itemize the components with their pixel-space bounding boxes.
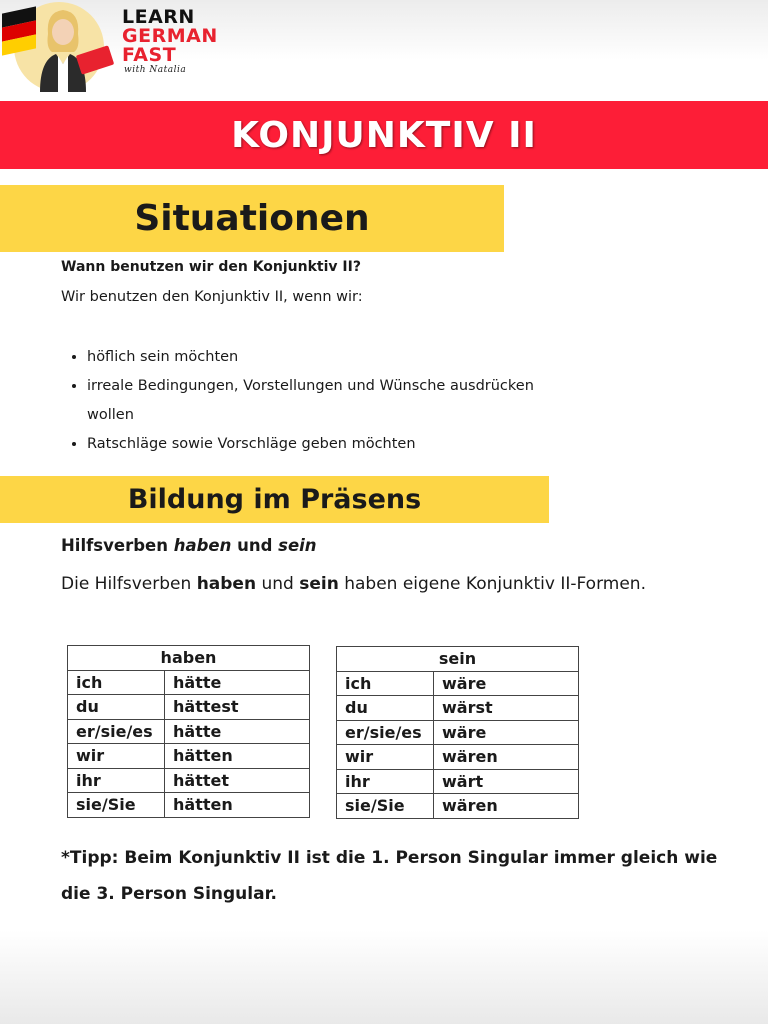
table-row (337, 720, 579, 745)
para-bold-haben: haben (196, 574, 257, 594)
table-row (68, 793, 310, 818)
verb-cell: wären (434, 745, 579, 770)
logo-line-author: with Natalia (124, 65, 187, 75)
table-row (337, 696, 579, 721)
verb-cell: hätte (165, 719, 310, 744)
verb-cell: wäre (434, 671, 579, 696)
verb-cell: wären (434, 794, 579, 819)
usage-intro: Wir benutzen den Konjunktiv II, wenn wir: (61, 289, 363, 305)
table-row (68, 695, 310, 720)
situationen-heading: Situationen (134, 198, 370, 239)
pronoun-cell: ihr (337, 769, 434, 794)
list-item: • irreale Bedingungen, Vorstellungen und Wünsche ausdrücken wollen (87, 372, 547, 430)
verb-cell: hättest (165, 695, 310, 720)
logo-line-german: GERMAN (122, 25, 218, 47)
auxiliary-verbs-paragraph (61, 566, 701, 603)
para-part-2: und (256, 574, 300, 594)
table-header: haben (68, 646, 310, 671)
title-banner (0, 101, 768, 169)
para-part-3: haben eigene Konjunktiv II-Formen. (338, 574, 646, 594)
list-item: • höflich sein möchten (87, 343, 547, 372)
haben-conjugation-table (67, 645, 310, 818)
verb-cell: hätten (165, 744, 310, 769)
subheading-verb-haben: haben (173, 536, 232, 555)
bildung-header (0, 476, 549, 523)
table-row (337, 794, 579, 819)
logo-line-learn: LEARN (122, 6, 195, 28)
pronoun-cell: du (68, 695, 165, 720)
usage-list (61, 343, 547, 459)
table-row (68, 670, 310, 695)
pronoun-cell: ich (68, 670, 165, 695)
usage-question: Wann benutzen wir den Konjunktiv II? (61, 259, 361, 275)
brand-logo (0, 0, 230, 96)
table-row (337, 745, 579, 770)
verb-cell: hätte (165, 670, 310, 695)
verb-cell: hätten (165, 793, 310, 818)
pronoun-cell: er/sie/es (68, 719, 165, 744)
logo-wordmark (122, 8, 218, 76)
subheading-verb-sein: sein (278, 536, 317, 555)
pronoun-cell: ich (337, 671, 434, 696)
pronoun-cell: wir (337, 745, 434, 770)
pronoun-cell: sie/Sie (68, 793, 165, 818)
table-header-row (68, 646, 310, 671)
pronoun-cell: ihr (68, 768, 165, 793)
logo-line-fast: FAST (122, 44, 177, 66)
verb-cell: wäre (434, 720, 579, 745)
list-item: • Ratschläge sowie Vorschläge geben möchten (87, 430, 547, 459)
situationen-header (0, 185, 504, 252)
sein-conjugation-table (336, 646, 579, 819)
subheading-prefix: Hilfsverben (61, 536, 174, 555)
table-row (337, 671, 579, 696)
teacher-avatar-icon (30, 4, 96, 92)
auxiliary-verbs-subheading (61, 536, 317, 555)
verb-cell: wärst (434, 696, 579, 721)
table-row (68, 719, 310, 744)
verb-cell: wärt (434, 769, 579, 794)
table-row (68, 744, 310, 769)
verb-cell: hättet (165, 768, 310, 793)
pronoun-cell: wir (68, 744, 165, 769)
pronoun-cell: du (337, 696, 434, 721)
table-header-row (337, 647, 579, 672)
bildung-heading: Bildung im Präsens (127, 484, 422, 515)
tip-note: *Tipp: Beim Konjunktiv II ist die 1. Person Singular immer gleich wie die 3. Person Singular. (61, 848, 718, 904)
table-header: sein (337, 647, 579, 672)
para-part-1: Die Hilfsverben (61, 574, 197, 594)
pronoun-cell: er/sie/es (337, 720, 434, 745)
table-row (337, 769, 579, 794)
page-title: KONJUNKTIV II (231, 114, 537, 156)
para-bold-sein: sein (299, 574, 339, 594)
subheading-and: und (231, 536, 279, 555)
pronoun-cell: sie/Sie (337, 794, 434, 819)
table-row (68, 768, 310, 793)
